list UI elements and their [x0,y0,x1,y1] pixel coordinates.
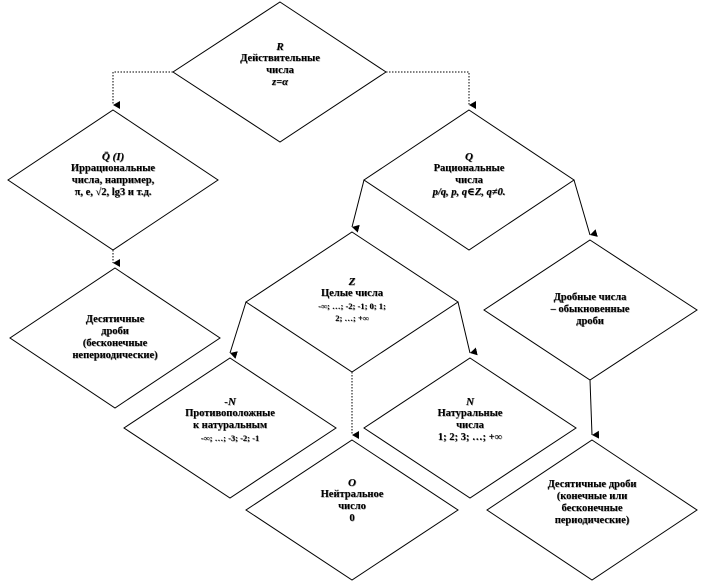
negative-label-1: Противоположные [185,408,275,419]
decimal-infinite-label-3: (бесконечные [82,338,148,349]
decimal-periodic-label-3: бесконечные [561,503,623,514]
integers-range-1: -∞; …; -2; -1; 0; 1; [318,301,386,311]
zero-label-2: число [338,501,366,512]
node-rational [409,151,529,199]
arrow-integers-to-natural [458,302,470,353]
decimal-periodic-label-4: периодические) [554,515,630,526]
decimal-infinite-label-1: Десятичные [85,314,145,325]
integers-range-2: 2; …; +∞ [335,313,369,323]
natural-label-1: Натуральные [437,408,503,419]
natural-symbol: N [466,396,474,408]
real-symbol: R [276,41,284,53]
rational-symbol: Q [465,151,473,163]
zero-value: 0 [349,513,355,524]
irrational-examples: π, e, √2, lg3 и т.д. [74,187,152,198]
node-decimal-infinite [55,314,175,362]
irrational-label-2: числа, например, [71,175,155,186]
negative-symbol: -N [224,396,236,408]
decimal-infinite-label-2: дроби [101,326,129,337]
arrow-real-to-rational [386,72,469,105]
arrow-fractions-to-decimal [590,380,592,435]
real-label-2: числа [266,65,294,76]
natural-range: 1; 2; 3; …; +∞ [437,432,503,443]
negative-range: -∞; …; -3; -2; -1 [200,433,260,443]
arrow-real-to-irrational [113,72,173,105]
fractions-label-3: дроби [576,316,604,327]
natural-label-2: числа [456,420,484,431]
arrow-integers-to-negative [230,302,246,353]
node-natural [410,396,530,444]
node-real [220,41,340,89]
real-formula: z=α [272,77,288,88]
node-negative [170,396,290,444]
fractions-label-2: – обыкновенные [550,304,630,315]
integers-symbol: Z [348,276,356,288]
negative-label-2: к натуральным [193,420,267,431]
fractions-label-1: Дробные числа [553,292,627,303]
irrational-label-1: Иррациональные [70,163,156,174]
real-label-1: Действительные [240,53,320,64]
decimal-periodic-label-2: (конечные или [556,491,628,502]
node-integers [292,276,412,324]
arrow-rational-to-integers [352,180,364,227]
rational-label-2: числа [455,175,483,186]
irrational-symbol: Q̄ (I) [101,151,125,163]
decimal-periodic-label-1: Десятичные дроби [547,479,637,490]
rational-label-1: Рациональные [433,163,505,174]
integers-label-1: Целые числа [321,288,383,299]
node-fractions [530,292,650,328]
rational-formula: p/q, p, q∈Z, q≠0. [432,187,506,198]
zero-symbol: O [348,477,356,489]
decimal-infinite-label-4: непериодические) [72,350,158,361]
node-irrational [53,151,173,199]
node-decimal-periodic [532,479,652,527]
zero-label-1: Нейтральное [320,489,384,500]
node-zero [292,477,412,525]
arrow-rational-to-fractions [574,180,590,235]
